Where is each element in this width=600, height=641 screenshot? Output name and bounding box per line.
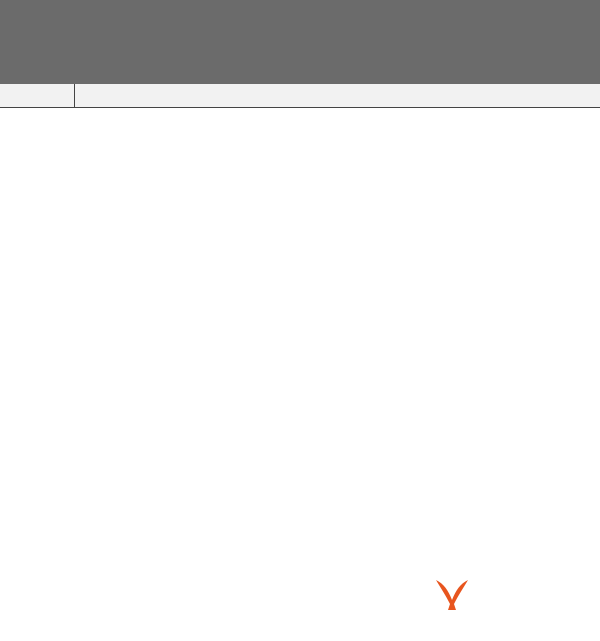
header-time [0,84,75,107]
watermark-logo [432,566,600,621]
table-header-row [0,84,600,108]
document-title [0,0,600,84]
title-line-1 [0,0,600,14]
schedule-table [0,84,600,641]
header-content [75,84,600,107]
whale-tail-icon [432,574,472,614]
